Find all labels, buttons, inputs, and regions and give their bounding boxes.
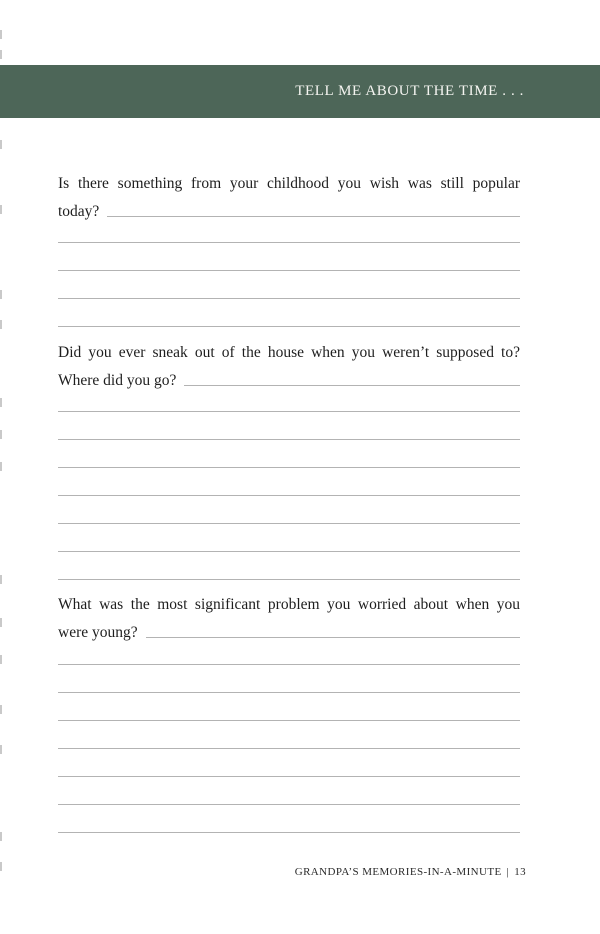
header-band (0, 65, 600, 118)
question-1-line-1: Is there something from your childhood you wish was still popular (58, 175, 520, 192)
answer-line (58, 664, 520, 665)
answer-line (58, 467, 520, 468)
page-edge-marks (0, 0, 3, 934)
section-title: TELL ME ABOUT THE TIME . . . (295, 83, 524, 99)
answer-line (58, 495, 520, 496)
answer-line (58, 804, 520, 805)
answer-inline-rule (146, 637, 520, 638)
question-2 (58, 343, 520, 391)
answer-line (58, 411, 520, 412)
answer-line (58, 776, 520, 777)
answer-line (58, 523, 520, 524)
page-number: 13 (514, 866, 526, 878)
question-3-line-2-text: were young? (58, 624, 138, 641)
question-1-line-2 (58, 202, 520, 222)
answer-line (58, 298, 520, 299)
answer-line (58, 551, 520, 552)
question-2-line-2 (58, 371, 520, 391)
answer-line (58, 748, 520, 749)
question-2-line-2-text: Where did you go? (58, 372, 177, 389)
answer-inline-rule (107, 216, 520, 217)
answer-line (58, 692, 520, 693)
answer-line (58, 439, 520, 440)
footer-book-title: GRANDPA’S MEMORIES-IN-A-MINUTE (294, 866, 502, 878)
question-1 (58, 174, 520, 222)
question-3 (58, 595, 520, 643)
answer-line (58, 326, 520, 327)
page-footer (295, 866, 526, 878)
answer-line (58, 270, 520, 271)
question-2-line-1: Did you ever sneak out of the house when you weren’t supposed to? (58, 344, 520, 361)
answer-line (58, 832, 520, 833)
question-3-line-2 (58, 623, 520, 643)
answer-line (58, 579, 520, 580)
question-3-line-1: What was the most significant problem you worried about when you (58, 596, 520, 613)
question-1-line-2-text: today? (58, 203, 100, 220)
answer-line (58, 720, 520, 721)
footer-separator: | (506, 866, 510, 878)
answer-inline-rule (184, 385, 520, 386)
answer-line (58, 242, 520, 243)
